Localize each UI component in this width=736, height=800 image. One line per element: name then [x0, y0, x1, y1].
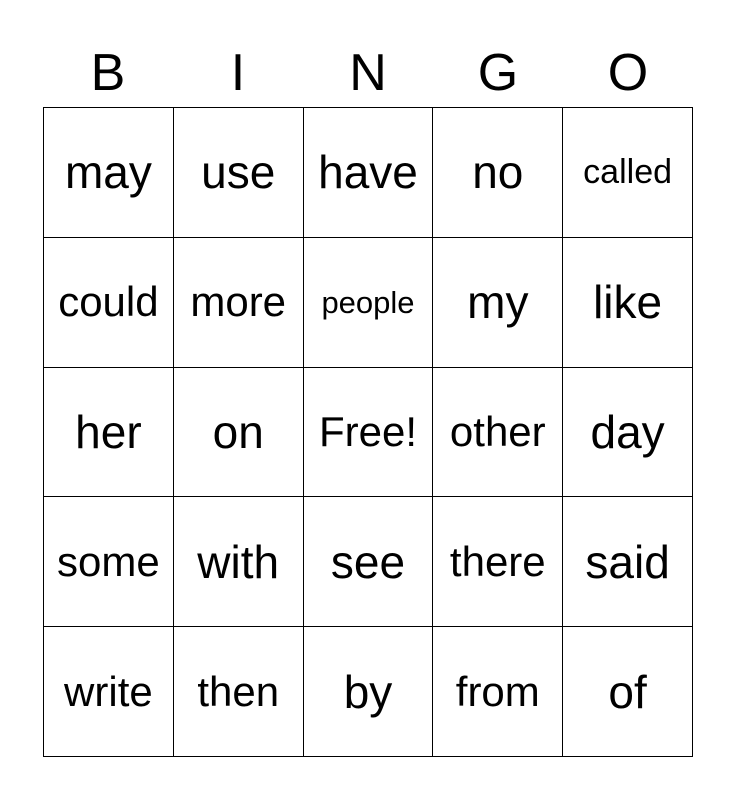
cell-word: have	[318, 146, 418, 199]
bingo-cell[interactable]	[433, 497, 563, 627]
cell-word: write	[64, 667, 153, 715]
cell-word: said	[585, 535, 670, 588]
cell-word: her	[75, 405, 142, 458]
bingo-cell[interactable]	[563, 627, 693, 757]
cell-word: called	[583, 153, 673, 192]
cell-word: my	[467, 276, 529, 329]
cell-word: by	[343, 665, 393, 718]
cell-word: may	[64, 146, 152, 199]
bingo-cell[interactable]	[304, 108, 434, 238]
cell-word: could	[58, 278, 159, 326]
bingo-cell[interactable]	[174, 238, 304, 368]
cell-word: there	[449, 537, 546, 585]
cell-word: then	[197, 667, 280, 715]
cell-word: see	[330, 535, 406, 588]
bingo-cell[interactable]	[174, 108, 304, 238]
cell-word: Free!	[318, 407, 417, 455]
free-space-cell[interactable]	[304, 368, 434, 498]
header-letter-g: G	[477, 44, 519, 102]
header-letter-b: B	[90, 44, 126, 102]
bingo-cell[interactable]	[44, 368, 174, 498]
bingo-cell[interactable]	[174, 627, 304, 757]
bingo-cell[interactable]	[563, 108, 693, 238]
cell-word: some	[57, 537, 160, 585]
bingo-cell[interactable]	[563, 238, 693, 368]
cell-word: other	[449, 407, 546, 455]
cell-word: on	[212, 405, 264, 458]
header-letter-o: O	[607, 44, 649, 102]
cell-word: more	[190, 278, 287, 326]
bingo-cell[interactable]	[174, 368, 304, 498]
bingo-cell[interactable]	[433, 627, 563, 757]
cell-word: people	[321, 284, 415, 320]
header-letter-n: N	[349, 44, 387, 102]
bingo-cell[interactable]	[44, 238, 174, 368]
cell-word: day	[590, 405, 665, 458]
bingo-cell[interactable]	[433, 368, 563, 498]
header-letter-i: I	[230, 44, 246, 102]
cell-word: from	[455, 667, 540, 715]
bingo-cell[interactable]	[563, 368, 693, 498]
bingo-cell[interactable]	[44, 497, 174, 627]
bingo-cell[interactable]	[304, 238, 434, 368]
bingo-cell[interactable]	[433, 108, 563, 238]
bingo-board	[43, 107, 693, 757]
cell-word: of	[608, 665, 647, 718]
bingo-cell[interactable]	[304, 627, 434, 757]
bingo-cell[interactable]	[433, 238, 563, 368]
cell-word: like	[593, 276, 663, 329]
bingo-header	[43, 40, 693, 106]
bingo-cell[interactable]	[563, 497, 693, 627]
bingo-cell[interactable]	[174, 497, 304, 627]
cell-word: no	[472, 146, 524, 199]
cell-word: with	[197, 535, 280, 588]
bingo-cell[interactable]	[44, 627, 174, 757]
cell-word: use	[201, 146, 276, 199]
bingo-cell[interactable]	[304, 497, 434, 627]
bingo-cell[interactable]	[44, 108, 174, 238]
